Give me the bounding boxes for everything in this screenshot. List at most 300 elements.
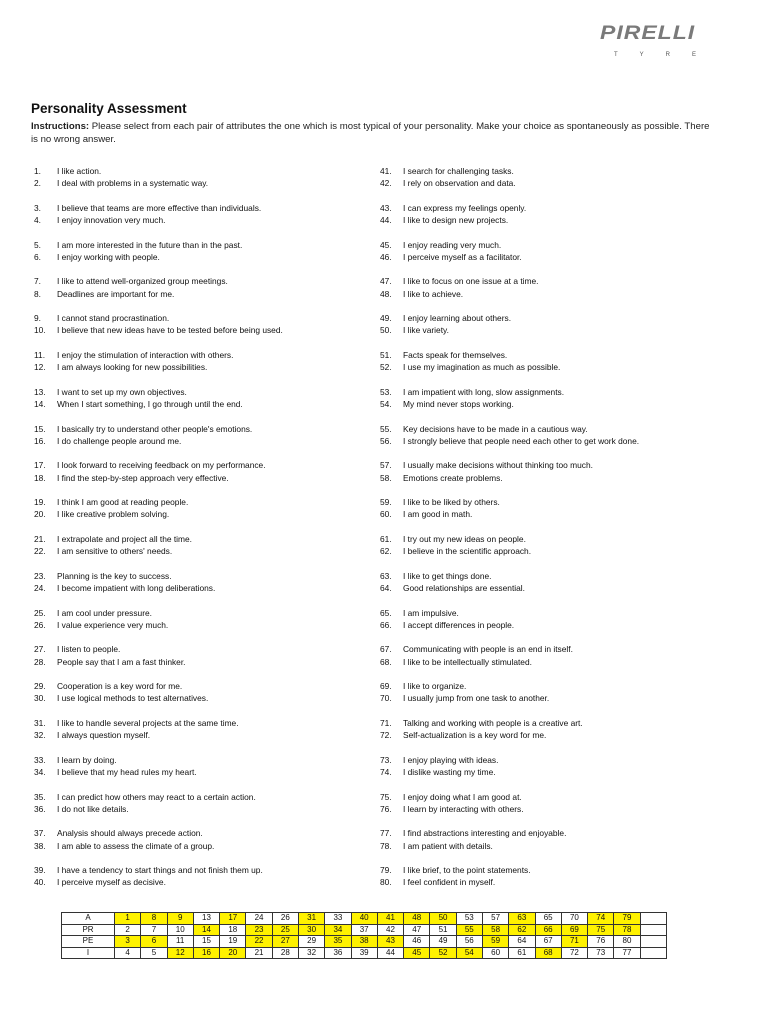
statement-pair [380,423,720,460]
scoring-cell: 46 [404,936,430,948]
statement-item[interactable] [380,202,720,214]
statement-text: I can predict how others may react to a certain action. [57,791,256,802]
statement-number: 29. [34,681,46,692]
statement-item[interactable] [34,791,364,803]
statement-number: 7. [34,276,41,287]
scoring-cell [640,947,666,959]
scoring-cell: 61 [509,947,535,959]
statement-text: I like action. [57,166,102,176]
instructions [31,121,711,146]
scoring-cell: 13 [193,913,219,925]
statement-item[interactable] [380,876,720,888]
scoring-cell: 16 [193,947,219,959]
statement-number: 32. [34,730,46,741]
scoring-cell: 18 [220,924,246,936]
scoring-cell: 7 [141,924,167,936]
scoring-cell: 9 [167,913,193,925]
statement-text: I search for challenging tasks. [403,166,514,176]
statement-item[interactable] [34,864,364,876]
scoring-cell: 51 [430,924,456,936]
statement-pair [380,386,720,423]
statement-pair [380,607,720,644]
scoring-cell: 29 [298,936,324,948]
scoring-cell: 75 [588,924,614,936]
statement-number: 65. [380,607,392,618]
scoring-cell: 66 [535,924,561,936]
statement-item[interactable] [34,729,364,741]
statement-item[interactable] [380,496,720,508]
statement-text: I am good in math. [403,509,473,520]
statement-number: 55. [380,423,392,434]
statement-number: 12. [34,362,46,373]
statement-item[interactable] [34,680,364,692]
statements-left-column [34,165,364,901]
statement-number: 47. [380,276,392,287]
scoring-cell: 28 [272,947,298,959]
statement-text: I believe in the scientific approach. [403,546,532,557]
statement-item[interactable] [380,324,720,336]
statement-number: 33. [34,754,46,765]
statement-text: I like to attend well-organized group meetings. [57,276,228,287]
statement-item[interactable] [380,864,720,876]
statement-pair [380,827,720,864]
statement-item[interactable] [34,324,364,336]
scoring-cell: 34 [325,924,351,936]
statement-pair [34,570,364,607]
scoring-cell: 10 [167,924,193,936]
statement-item[interactable] [380,508,720,520]
statement-text: I like to get things done. [403,570,492,581]
scoring-cell: 23 [246,924,272,936]
statement-pair [380,275,720,312]
scoring-cell: 45 [404,947,430,959]
scoring-cell: 74 [588,913,614,925]
statement-text: Good relationships are essential. [403,582,525,593]
statement-item[interactable] [380,251,720,263]
statement-text: I find the step-by-step approach very effective. [57,472,229,483]
scoring-cell: 31 [298,913,324,925]
scoring-cell: 20 [220,947,246,959]
scoring-cell: 73 [588,947,614,959]
statement-number: 69. [380,681,392,692]
statement-item[interactable] [380,656,720,668]
statement-pair [380,349,720,386]
statement-pair [34,680,364,717]
statement-number: 67. [380,644,392,655]
statement-pair [34,754,364,791]
statement-item[interactable] [380,177,720,189]
statement-number: 43. [380,202,392,213]
statement-pair [34,202,364,239]
statement-number: 8. [34,288,41,299]
statement-text: Facts speak for themselves. [403,349,508,360]
statement-item[interactable] [34,361,364,373]
statement-text: I like to achieve. [403,288,464,299]
scoring-row-label: A [62,913,115,925]
statement-pair [380,459,720,496]
logo-letter: T [614,52,618,58]
scoring-cell: 6 [141,936,167,948]
statement-number: 20. [34,509,46,520]
scoring-cell: 17 [220,913,246,925]
statement-number: 54. [380,398,392,409]
statement-text: I enjoy working with people. [57,251,160,262]
statement-item[interactable] [380,803,720,815]
scoring-cell: 50 [430,913,456,925]
statement-number: 34. [34,766,46,777]
statement-number: 18. [34,472,46,483]
statement-pair [34,864,364,901]
scoring-cell: 60 [482,947,508,959]
statement-item[interactable] [380,239,720,251]
logo-subtitle [600,52,700,58]
statement-number: 2. [34,178,41,189]
statement-item[interactable] [34,349,364,361]
statement-item[interactable] [34,533,364,545]
scoring-cell: 39 [351,947,377,959]
statement-pair [380,239,720,276]
statement-number: 58. [380,472,392,483]
statement-text: I am more interested in the future than in the past. [57,239,243,250]
scoring-cell: 80 [614,936,640,948]
statement-pair [34,239,364,276]
scoring-cell: 26 [272,913,298,925]
statement-item[interactable] [34,607,364,619]
statement-number: 27. [34,644,46,655]
statement-number: 44. [380,215,392,225]
statement-item[interactable] [34,459,364,471]
logo-letter: Y [639,52,644,58]
statement-number: 79. [380,865,392,876]
statement-pair [380,202,720,239]
statement-item[interactable] [34,239,364,251]
statement-pair [34,386,364,423]
statement-text: I deal with problems in a systematic way. [57,178,209,189]
statement-text: Analysis should always precede action. [57,828,203,839]
statement-text: I am able to assess the climate of a group. [57,840,215,851]
statement-item[interactable] [380,386,720,398]
statement-item[interactable] [380,582,720,594]
statement-number: 35. [34,791,46,802]
statement-text: I am impatient with long, slow assignments. [403,386,565,397]
statement-item[interactable] [34,288,364,300]
statement-item[interactable] [34,840,364,852]
statement-number: 13. [34,386,46,397]
statement-text: I usually make decisions without thinking too much. [403,460,593,471]
statement-item[interactable] [34,214,364,226]
statement-pair [34,349,364,386]
statement-item[interactable] [34,435,364,447]
statement-item[interactable] [34,692,364,704]
instructions-label: Instructions: [31,121,90,132]
statement-text: Deadlines are important for me. [57,288,175,299]
scoring-cell: 68 [535,947,561,959]
statement-item[interactable] [34,398,364,410]
statement-item[interactable] [380,435,720,447]
scoring-cell: 54 [456,947,482,959]
statement-item[interactable] [380,165,720,177]
statement-item[interactable] [34,496,364,508]
statement-pair [380,864,720,901]
statement-number: 64. [380,582,392,593]
statement-item[interactable] [34,643,364,655]
statement-number: 66. [380,619,392,630]
scoring-cell: 44 [377,947,403,959]
statement-number: 50. [380,325,392,336]
statement-text: I enjoy reading very much. [403,239,502,250]
scoring-cell: 19 [220,936,246,948]
scoring-cell: 56 [456,936,482,948]
statement-item[interactable] [34,312,364,324]
scoring-cell: 48 [404,913,430,925]
statement-text: I think I am good at reading people. [57,497,189,508]
statement-item[interactable] [380,312,720,324]
statement-item[interactable] [34,177,364,189]
scoring-row-label: PE [62,936,115,948]
statement-text: I perceive myself as decisive. [57,877,166,888]
statement-item[interactable] [34,545,364,557]
statement-text: I cannot stand procrastination. [57,313,170,324]
statement-number: 4. [34,215,41,225]
statement-text: I like variety. [403,325,449,336]
statement-number: 45. [380,239,392,250]
statement-number: 11. [34,349,46,360]
statement-item[interactable] [380,349,720,361]
statement-text: I use my imagination as much as possible. [403,362,561,373]
statement-item[interactable] [380,827,720,839]
statement-item[interactable] [380,717,720,729]
statement-pair [380,643,720,680]
statement-item[interactable] [380,607,720,619]
logo-wordmark: PIRELLI [600,21,696,44]
statement-text: Planning is the key to success. [57,570,172,581]
statement-number: 68. [380,656,392,667]
statement-number: 9. [34,313,41,324]
logo-letter: R [665,52,670,58]
statement-number: 1. [34,166,41,176]
statement-text: I like to focus on one issue at a time. [403,276,539,287]
statement-number: 46. [380,251,392,262]
statement-item[interactable] [380,275,720,287]
statement-item[interactable] [380,214,720,226]
statement-item[interactable] [34,582,364,594]
scoring-cell: 78 [614,924,640,936]
statement-pair [34,791,364,828]
statement-item[interactable] [380,840,720,852]
statement-number: 14. [34,398,46,409]
statement-number: 51. [380,349,392,360]
statement-number: 36. [34,803,46,814]
statement-item[interactable] [380,791,720,803]
scoring-cell: 57 [482,913,508,925]
scoring-cell: 22 [246,936,272,948]
scoring-cell: 42 [377,924,403,936]
statement-item[interactable] [380,398,720,410]
scoring-row-label: I [62,947,115,959]
statement-number: 76. [380,803,392,814]
scoring-cell: 25 [272,924,298,936]
pirelli-logo [600,22,700,58]
scoring-cell: 38 [351,936,377,948]
statement-text: I learn by interacting with others. [403,803,524,814]
statement-number: 71. [380,717,392,728]
scoring-cell: 65 [535,913,561,925]
statement-item[interactable] [34,472,364,484]
statement-number: 19. [34,497,46,508]
statement-item[interactable] [34,876,364,888]
scoring-cell: 67 [535,936,561,948]
statement-number: 37. [34,828,46,839]
statement-number: 56. [380,435,392,446]
statement-number: 78. [380,840,392,851]
statement-text: I perceive myself as a facilitator. [403,251,522,262]
statement-number: 49. [380,313,392,324]
statement-pair [34,275,364,312]
statement-text: I like to handle several projects at the same time. [57,717,239,728]
statements-right-column [380,165,720,901]
statement-text: I am cool under pressure. [57,607,152,618]
statement-item[interactable] [380,754,720,766]
scoring-row [62,913,667,925]
statement-item[interactable] [34,803,364,815]
scoring-cell: 53 [456,913,482,925]
statement-text: Talking and working with people is a creative art. [403,717,583,728]
instructions-text: Please select from each pair of attributes the one which is most typical of your personality. Make your choice as spontaneously as possible. There is no wrong answer. [31,121,710,145]
statement-pair [34,533,364,570]
scoring-cell: 63 [509,913,535,925]
statement-text: I find abstractions interesting and enjoyable. [403,828,567,839]
statement-item[interactable] [34,386,364,398]
statement-number: 24. [34,582,46,593]
statement-item[interactable] [34,570,364,582]
statement-number: 31. [34,717,46,728]
statement-number: 28. [34,656,46,667]
statement-text: I learn by doing. [57,754,117,765]
statement-pair [34,423,364,460]
statement-text: Key decisions have to be made in a cautious way. [403,423,588,434]
scoring-row [62,936,667,948]
statement-item[interactable] [380,472,720,484]
statement-item[interactable] [380,570,720,582]
statement-item[interactable] [380,619,720,631]
statement-item[interactable] [380,643,720,655]
scoring-table [61,912,667,959]
statement-text: I enjoy the stimulation of interaction with others. [57,349,234,360]
statement-item[interactable] [380,459,720,471]
scoring-cell [640,913,666,925]
statement-text: I usually jump from one task to another. [403,693,550,704]
statement-text: I want to set up my own objectives. [57,386,187,397]
statement-text: Cooperation is a key word for me. [57,681,183,692]
statement-text: I am impulsive. [403,607,459,618]
statement-item[interactable] [380,533,720,545]
statement-item[interactable] [34,275,364,287]
statement-number: 77. [380,828,392,839]
scoring-row [62,947,667,959]
statement-pair [380,533,720,570]
statement-number: 42. [380,178,392,189]
statement-text: Emotions create problems. [403,472,503,483]
scoring-cell: 58 [482,924,508,936]
statement-item[interactable] [380,361,720,373]
statement-item[interactable] [380,692,720,704]
scoring-cell: 47 [404,924,430,936]
statement-item[interactable] [34,766,364,778]
statement-text: I like to design new projects. [403,215,509,225]
scoring-cell: 4 [115,947,141,959]
statement-number: 80. [380,877,392,888]
statement-item[interactable] [34,827,364,839]
statement-item[interactable] [34,251,364,263]
scoring-cell: 5 [141,947,167,959]
statement-pair [34,496,364,533]
statement-item[interactable] [34,656,364,668]
scoring-cell: 69 [561,924,587,936]
statement-item[interactable] [380,288,720,300]
statement-number: 52. [380,362,392,373]
statement-item[interactable] [34,202,364,214]
statement-pair [380,570,720,607]
scoring-cell [640,936,666,948]
scoring-cell: 8 [141,913,167,925]
statement-number: 3. [34,202,41,213]
statement-item[interactable] [34,619,364,631]
scoring-cell: 71 [561,936,587,948]
statement-number: 72. [380,730,392,741]
statement-text: I accept differences in people. [403,619,515,630]
statement-text: I believe that teams are more effective than individuals. [57,202,262,213]
statement-item[interactable] [380,680,720,692]
statement-item[interactable] [34,508,364,520]
statement-number: 17. [34,460,46,471]
statement-text: I can express my feelings openly. [403,202,527,213]
scoring-cell: 15 [193,936,219,948]
scoring-cell: 40 [351,913,377,925]
statement-pair [34,827,364,864]
statement-item[interactable] [380,766,720,778]
statement-pair [380,791,720,828]
scoring-cell: 77 [614,947,640,959]
statement-item[interactable] [380,729,720,741]
scoring-cell: 14 [193,924,219,936]
statement-text: Communicating with people is an end in itself. [403,644,573,655]
statement-text: I dislike wasting my time. [403,766,496,777]
statement-number: 5. [34,239,41,250]
statement-pair [34,312,364,349]
statement-text: I like to be liked by others. [403,497,500,508]
statement-item[interactable] [380,423,720,435]
statement-text: I try out my new ideas on people. [403,533,526,544]
statement-number: 62. [380,546,392,557]
statement-item[interactable] [34,754,364,766]
statement-number: 63. [380,570,392,581]
statement-pair [380,165,720,202]
scoring-cell: 27 [272,936,298,948]
statement-number: 61. [380,533,392,544]
statement-text: I strongly believe that people need each other to get work done. [403,435,640,446]
statement-item[interactable] [34,165,364,177]
page-title: Personality Assessment [31,101,187,116]
statement-pair [34,607,364,644]
statement-item[interactable] [34,717,364,729]
statement-item[interactable] [380,545,720,557]
statement-pair [34,643,364,680]
scoring-cell: 32 [298,947,324,959]
scoring-row-label: PR [62,924,115,936]
statement-text: I listen to people. [57,644,121,655]
statement-item[interactable] [34,423,364,435]
scoring-cell: 79 [614,913,640,925]
